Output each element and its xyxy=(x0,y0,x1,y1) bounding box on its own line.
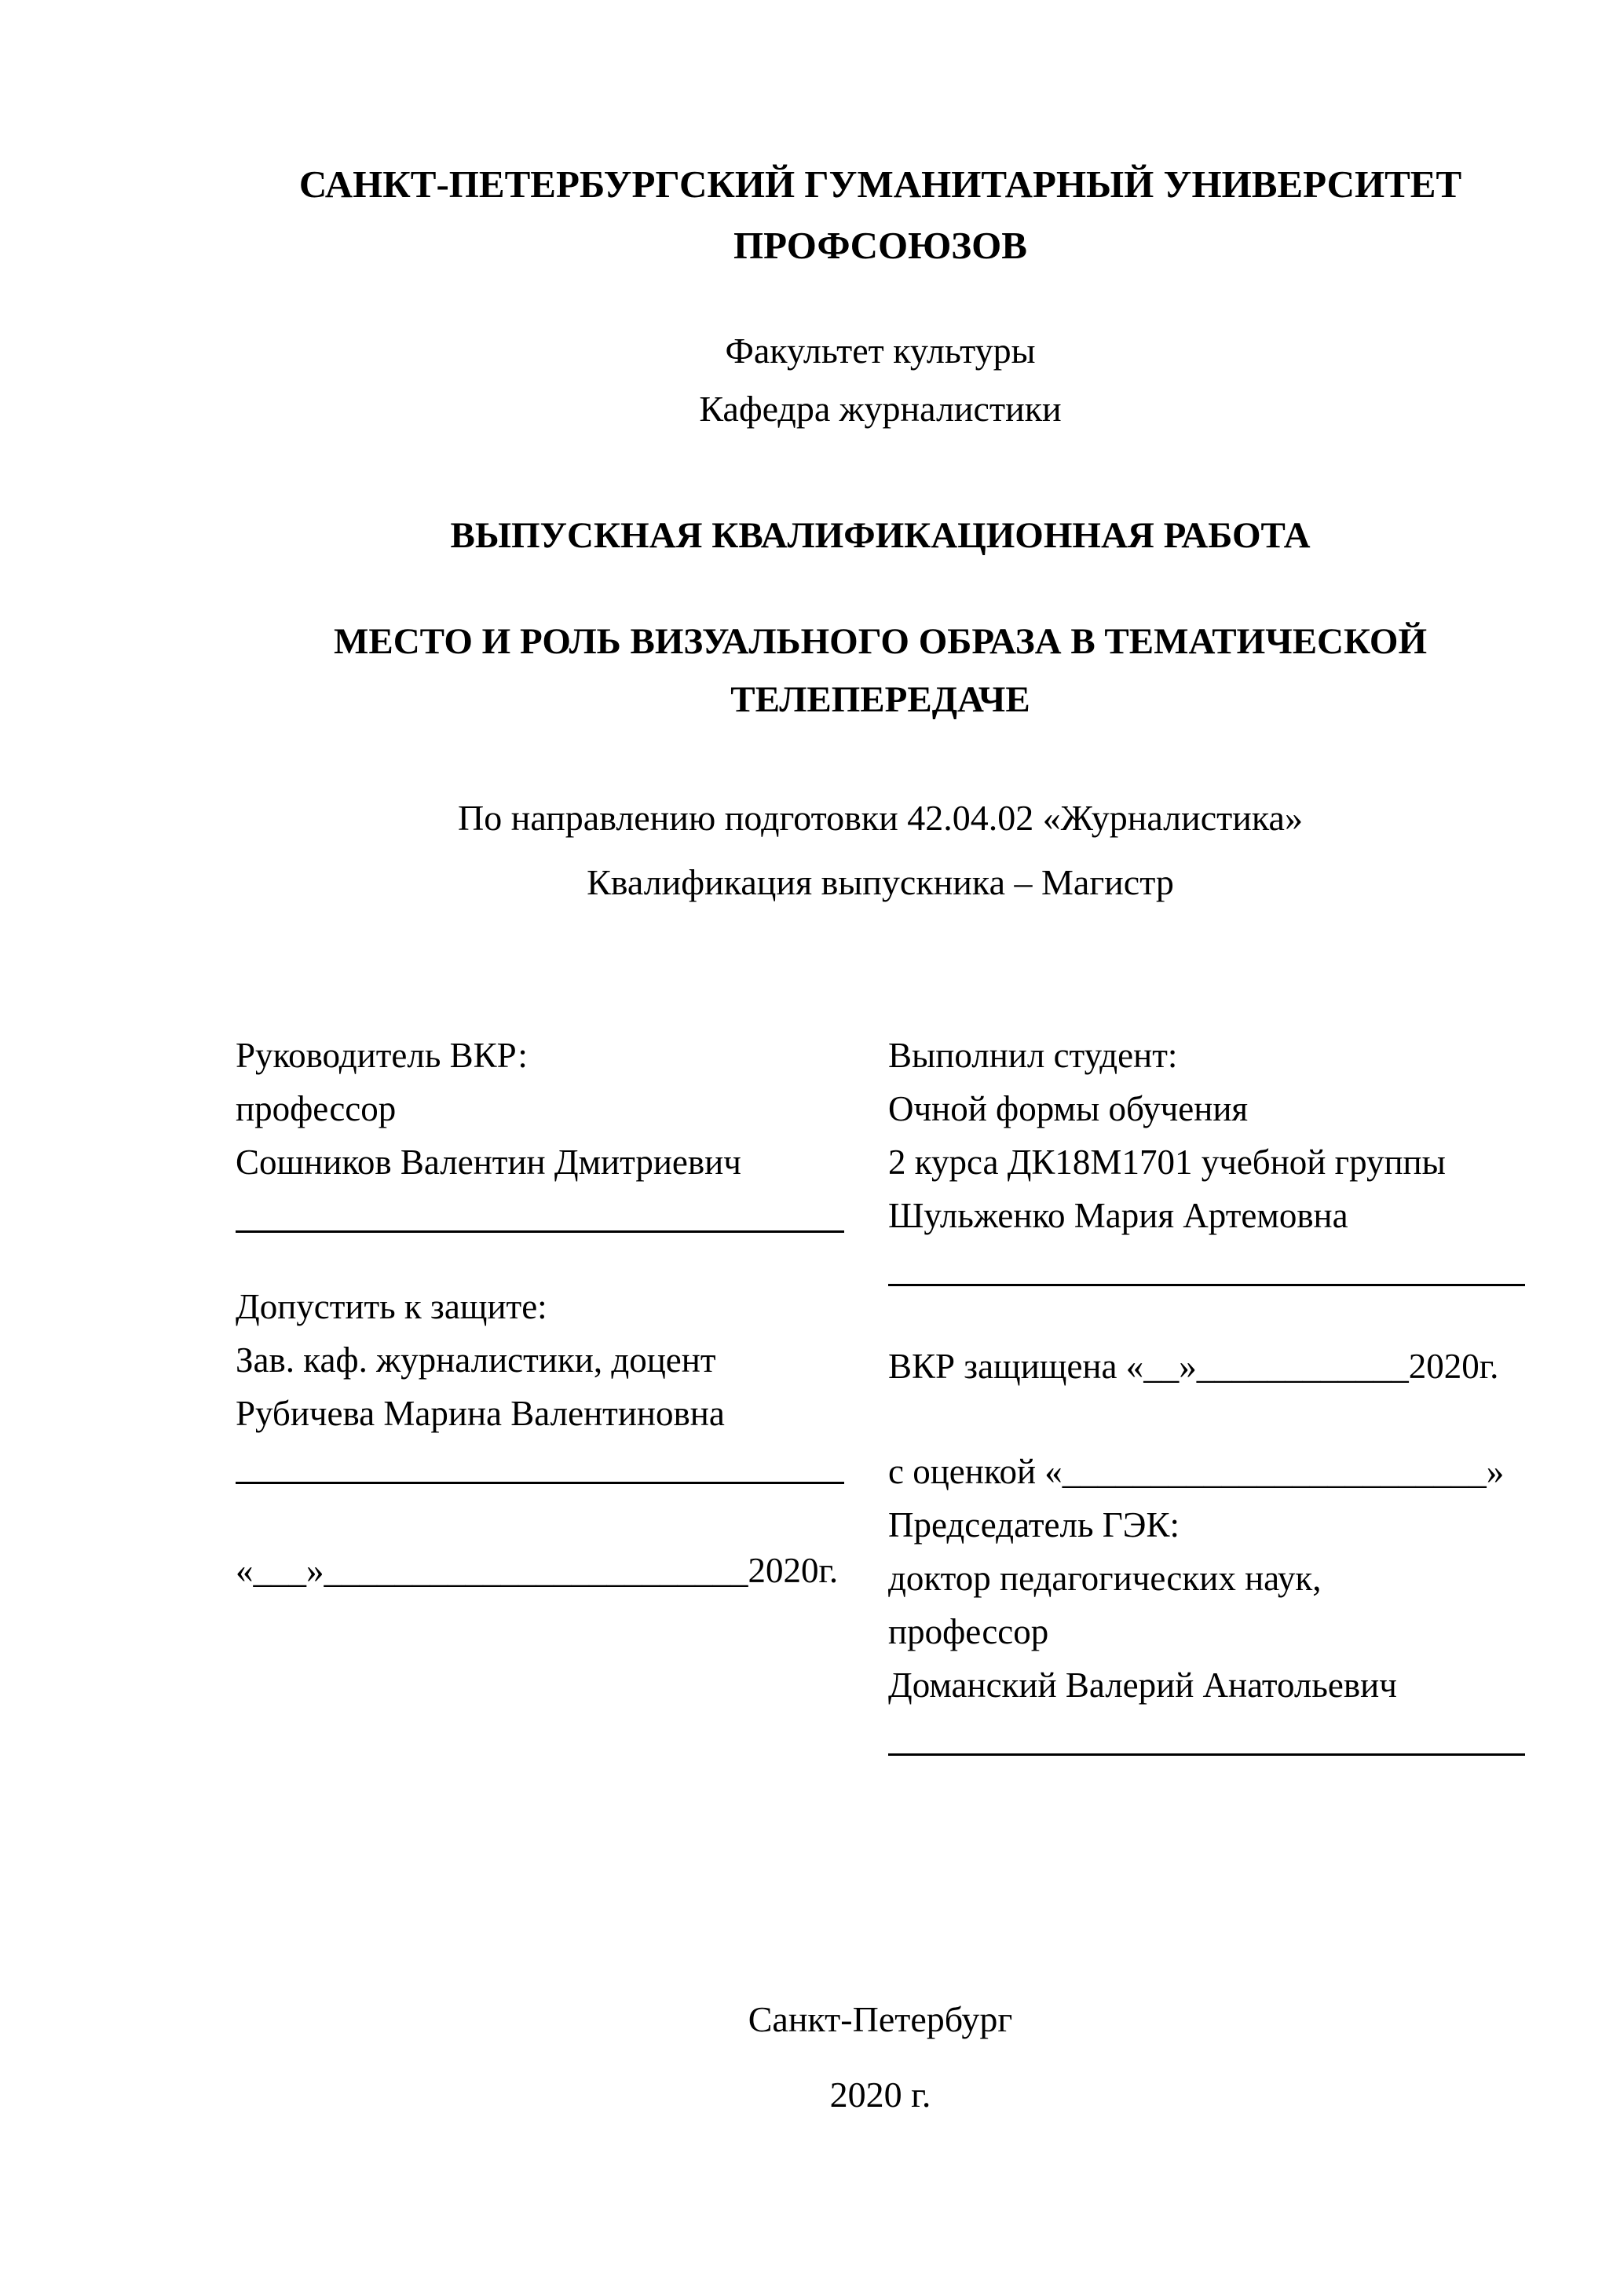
supervisor-column xyxy=(236,1029,844,1756)
defense-date-line: ВКР защищена «__»____________2020г. xyxy=(888,1347,1499,1386)
chairman-signature-line xyxy=(888,1712,1525,1756)
supervisor-label: Руководитель ВКР: xyxy=(236,1036,528,1075)
student-group: 2 курса ДК18М1701 учебной группы xyxy=(888,1143,1446,1182)
faculty-name: Факультет культуры xyxy=(725,331,1036,371)
footer xyxy=(236,1991,1525,2123)
supervisor-signature-line xyxy=(236,1189,844,1233)
study-form: Очной формы обучения xyxy=(888,1089,1249,1128)
qualification-line: Квалификация выпускника – Магистр xyxy=(587,862,1174,902)
chairman-label: Председатель ГЭК: xyxy=(888,1505,1180,1545)
faculty-block xyxy=(236,322,1525,438)
grade-line: с оценкой «________________________» xyxy=(888,1452,1505,1491)
student-column xyxy=(888,1029,1525,1756)
admission-date-line: «___»________________________2020г. xyxy=(236,1551,839,1590)
signature-section xyxy=(236,1029,1525,1756)
chairman-position: профессор xyxy=(888,1612,1049,1651)
department-head-signature-line xyxy=(236,1440,844,1484)
city: Санкт-Петербург xyxy=(748,1999,1013,2039)
supervisor-name: Сошников Валентин Дмитриевич xyxy=(236,1143,741,1182)
admission-label: Допустить к защите: xyxy=(236,1287,547,1326)
department-head-position: Зав. каф. журналистики, доцент xyxy=(236,1340,716,1380)
chairman-name: Доманский Валерий Анатольевич xyxy=(888,1665,1397,1705)
university-name: САНКТ-ПЕТЕРБУРГСКИЙ ГУМАНИТАРНЫЙ УНИВЕРСИТЕТ ПРОФСОЮЗОВ xyxy=(298,163,1462,267)
student-name: Шульженко Мария Артемовна xyxy=(888,1196,1348,1235)
supervisor-position: профессор xyxy=(236,1089,397,1128)
work-type-heading: ВЫПУСКНАЯ КВАЛИФИКАЦИОННАЯ РАБОТА xyxy=(450,515,1311,556)
chairman-degree: доктор педагогических наук, xyxy=(888,1559,1322,1598)
department-name: Кафедра журналистики xyxy=(699,389,1062,429)
department-head-name: Рубичева Марина Валентиновна xyxy=(236,1394,725,1433)
program-line: По направлению подготовки 42.04.02 «Журналистика» xyxy=(458,798,1303,838)
student-signature-line xyxy=(888,1242,1525,1286)
year: 2020 г. xyxy=(829,2075,931,2115)
thesis-title: МЕСТО И РОЛЬ ВИЗУАЛЬНОГО ОБРАЗА В ТЕМАТИЧЕСКОЙ ТЕЛЕПЕРЕДАЧЕ xyxy=(333,621,1428,720)
student-label: Выполнил студент: xyxy=(888,1036,1178,1075)
